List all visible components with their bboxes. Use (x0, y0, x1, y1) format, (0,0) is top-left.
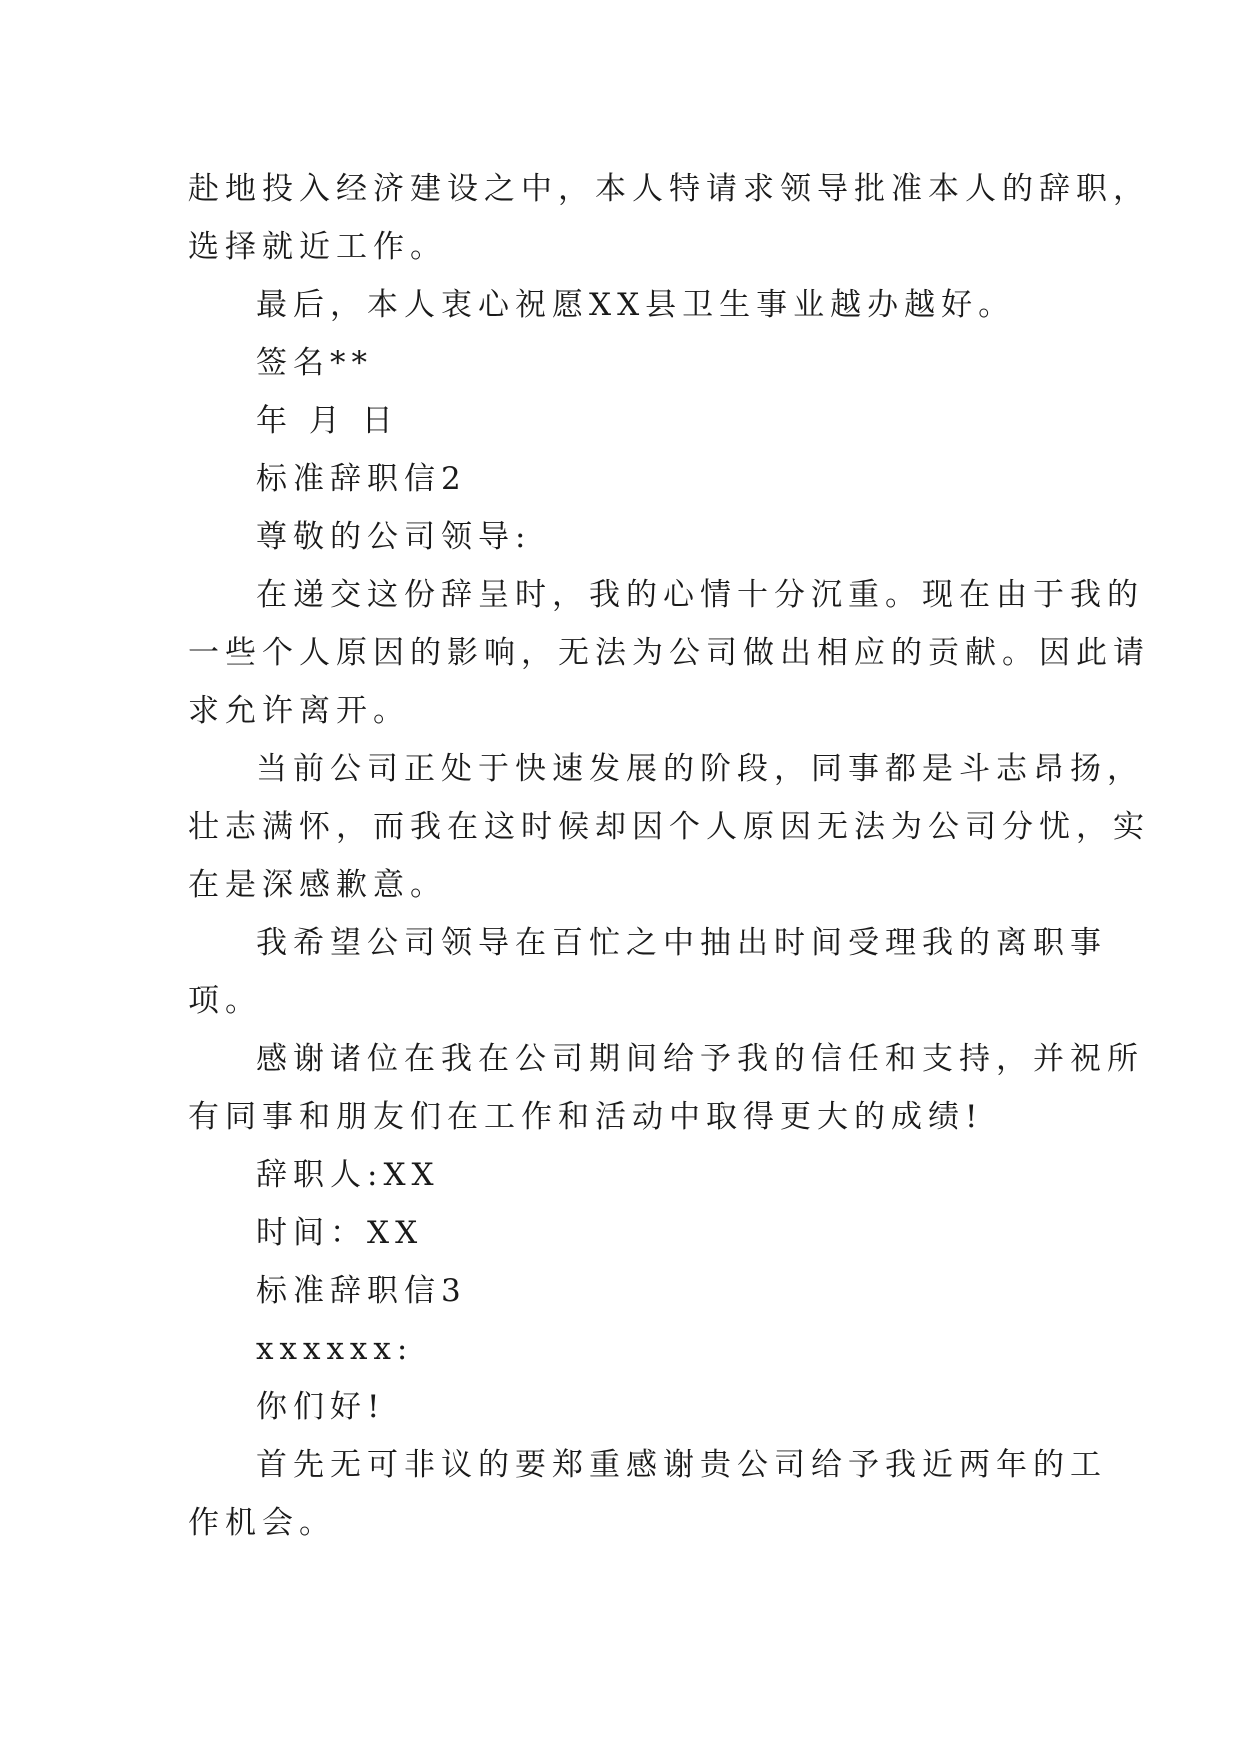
text-line: 作机会。 (188, 1505, 336, 1541)
text-line: 标准辞职信2 (256, 461, 467, 497)
text-line: 辞职人:XX (256, 1157, 440, 1193)
text-line: 感谢诸位在我在公司期间给予我的信任和支持，并祝所 (256, 1041, 1144, 1077)
text-line: 有同事和朋友们在工作和活动中取得更大的成绩! (188, 1099, 984, 1135)
text-line: 你们好! (256, 1389, 386, 1425)
text-line: 求允许离开。 (188, 693, 410, 729)
text-line: 首先无可非议的要郑重感谢贵公司给予我近两年的工 (256, 1447, 1107, 1483)
text-line: 年 月 日 (256, 403, 399, 439)
text-line: 最后，本人衷心祝愿XX县卫生事业越办越好。 (256, 287, 1016, 323)
text-line: 一些个人原因的影响，无法为公司做出相应的贡献。因此请 (188, 635, 1150, 671)
text-line: 尊敬的公司领导: (256, 519, 532, 555)
text-line: 我希望公司领导在百忙之中抽出时间受理我的离职事 (256, 925, 1107, 961)
document-body (188, 160, 1150, 1552)
text-line: 在递交这份辞呈时，我的心情十分沉重。现在由于我的 (256, 577, 1144, 613)
text-line: xxxxxx: (256, 1331, 414, 1367)
text-line: 赴地投入经济建设之中，本人特请求领导批准本人的辞职， (188, 171, 1150, 207)
text-line: 项。 (188, 983, 262, 1019)
text-line: 签名** (256, 345, 373, 381)
text-line: 当前公司正处于快速发展的阶段，同事都是斗志昂扬， (256, 751, 1144, 787)
text-line: 壮志满怀，而我在这时候却因个人原因无法为公司分忧，实 (188, 809, 1150, 845)
text-line: 选择就近工作。 (188, 229, 447, 265)
text-line: 标准辞职信3 (256, 1273, 467, 1309)
text-line: 在是深感歉意。 (188, 867, 447, 903)
text-line: 时间：XX (256, 1215, 424, 1251)
